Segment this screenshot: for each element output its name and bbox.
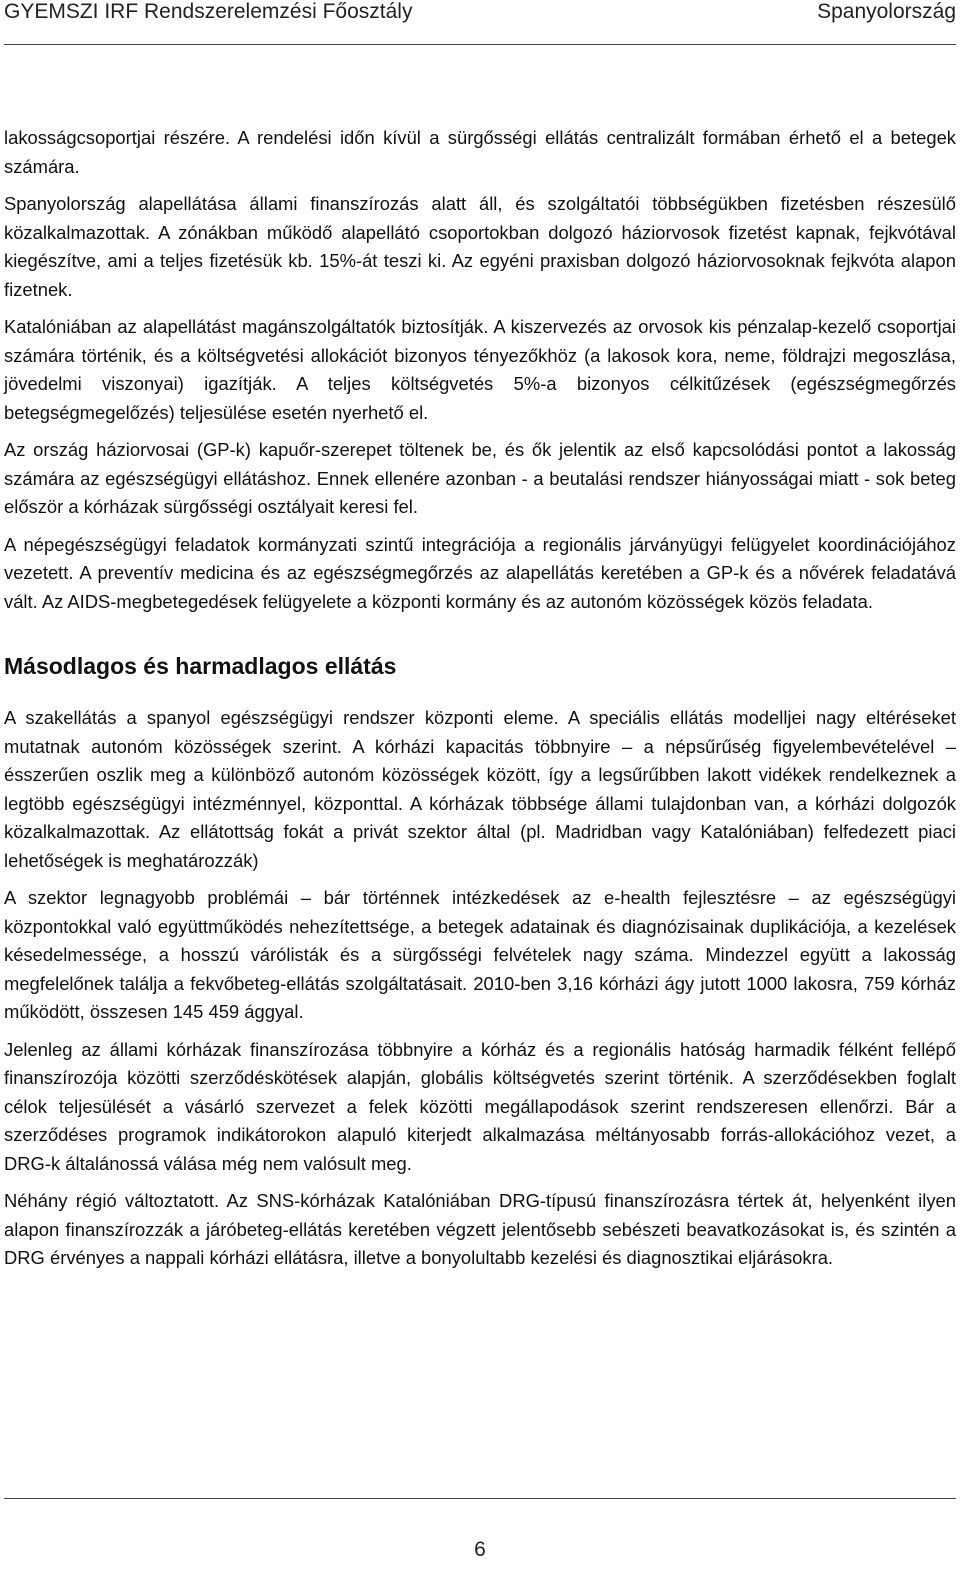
section-heading: Másodlagos és harmadlagos ellátás (4, 653, 397, 679)
header-organization: GYEMSZI IRF Rendszerelemzési Főosztály (4, 0, 413, 23)
paragraph: Néhány régió változtatott. Az SNS-kórházak Katalóniában DRG-típusú finanszírozásra tértek át, helyenként ilyen alapon finanszírozzák a járóbeteg-ellátás keretében végzett jelentősebb sebészeti beavatkozásokat is, és szintén a DRG érvényes a nappali kórházi ellátásra, illetve a bonyolultabb kezelési és diagnosztikai eljárásokra. (4, 1190, 956, 1268)
page-number: 6 (474, 1538, 486, 1561)
paragraph: Az ország háziorvosai (GP-k) kapuőr-szerepet töltenek be, és ők jelentik az első kapcsolódási pontot a lakosság számára az egészségügyi ellátáshoz. Ennek ellenére azonban - a beutalási rendszer hiányosságai miatt - sok beteg először a kórházak sürgősségi osztályait keresi fel. (4, 439, 956, 517)
paragraph: A szakellátás a spanyol egészségügyi rendszer központi eleme. A speciális ellátás modelljei nagy eltéréseket mutatnak autonóm közösségek szerint. A kórházi kapacitás többnyire – a népsűrűség figyelembevételével – ésszerűen oszlik meg a különböző autonóm közösségek között, így a legsűrűbben lakott vidékek rendelkeznek a legtöbb egészségügyi intézménnyel, központtal. A kórházak többsége állami tulajdonban van, a kórházi dolgozók közalkalmazottak. Az ellátottság fokát a privát szektor által (pl. Madridban vagy Katalóniában) felfedezett piaci lehetőségek is meghatározzák) (4, 707, 956, 871)
paragraph: lakosságcsoportjai részére. A rendelési időn kívül a sürgősségi ellátás centralizált formában érhető el a betegek számára. (4, 127, 956, 177)
page-header (4, 0, 956, 32)
footer-divider (4, 1498, 956, 1499)
header-country: Spanyolország (817, 0, 956, 23)
header-divider (4, 44, 956, 45)
paragraph: Katalóniában az alapellátást magánszolgáltatók biztosítják. A kiszervezés az orvosok kis pénzalap-kezelő csoportjai számára történik, és a költségvetési allokációt bizonyos tényezőkhöz (a lakosok kora, neme, földrajzi megoszlása, jövedelmi viszonyai) igazítják. A teljes költségvetés 5%-a bizonyos célkitűzések (egészségmegőrzés betegségmegelőzés) teljesülése esetén nyerhető el. (4, 316, 956, 423)
paragraph: Spanyolország alapellátása állami finanszírozás alatt áll, és szolgáltatói többségükben fizetésben részesülő közalkalmazottak. A zónákban működő alapellátó csoportokban dolgozó háziorvosok fizetést kapnak, fejkvótával kiegészítve, ami a teljes fizetésük kb. 15%-át teszi ki. Az egyéni praxisban dolgozó háziorvosoknak fejkvóta alapon fizetnek. (4, 193, 956, 300)
paragraph: A szektor legnagyobb problémái – bár történnek intézkedések az e-health fejlesztésre – az egészségügyi központokkal való együttműködés nehezítettsége, a betegek adatainak és diagnózisainak duplikációja, a kezelések késedelmessége, a hosszú várólisták és a sürgősségi felvételek nagy száma. Mindezzel együtt a lakosság megfelelőnek találja a fekvőbeteg-ellátás szolgáltatásait. 2010-ben 3,16 kórházi ágy jutott 1000 lakosra, 759 kórház működött, összesen 145 459 ággyal. (4, 887, 956, 1022)
paragraph: Jelenleg az állami kórházak finanszírozása többnyire a kórház és a regionális hatóság harmadik félként fellépő finanszírozója közötti szerződéskötések alapján, globális költségvetés szerint történik. A szerződésekben foglalt célok teljesülését a vásárló szervezet a felek közötti megállapodások szerint rendszeresen ellenőrzi. Bár a szerződéses programok indikátorokon alapuló kiterjedt alkalmazása méltányosabb forrás-allokációhoz vezet, a DRG-k általánossá válása még nem valósult meg. (4, 1038, 956, 1174)
paragraph: A népegészségügyi feladatok kormányzati szintű integrációja a regionális járványügyi felügyelet koordinációjához vezetett. A preventív medicina és az egészségmegőrzés az alapellátás keretében a GP-k és a nővérek feladatává vált. Az AIDS-megbetegedések felügyelete a központi kormány és az autonóm közösségek közös feladata. (4, 533, 956, 612)
document-body (4, 124, 956, 1282)
